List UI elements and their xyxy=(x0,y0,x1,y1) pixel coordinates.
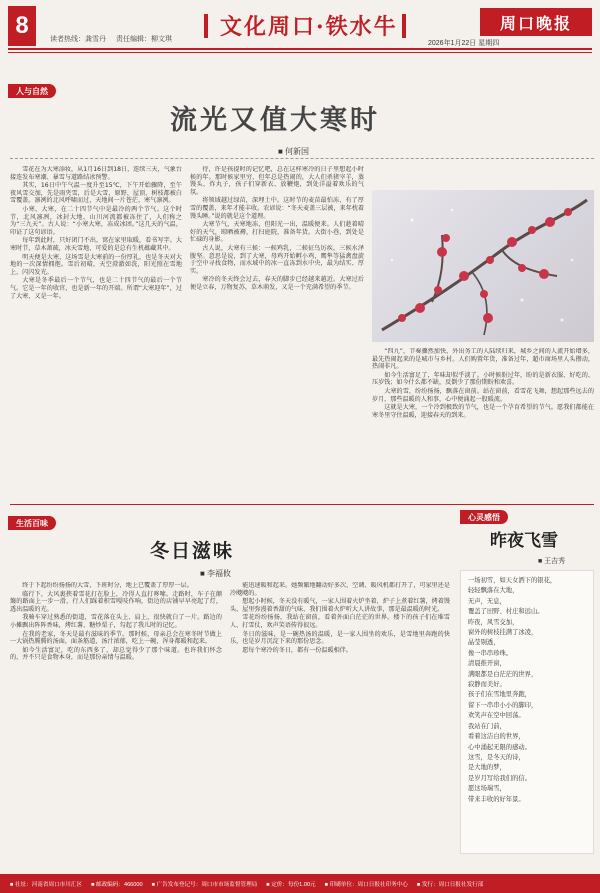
poem-line: 满眼都是白茫茫的世界， xyxy=(468,670,538,678)
paragraph: 如今生活富足了，年味却似乎淡了。小时候盼过年，盼的是新衣服、好吃的、压岁钱；如今什么都不缺，反倒少了那份期盼和欢喜。 xyxy=(372,371,594,387)
poem-line: 是岁月写给我们的信。 xyxy=(468,774,531,782)
masthead-rule-thin xyxy=(8,52,592,53)
page-number: 8 xyxy=(8,6,36,46)
paragraph: 能迅速暖和起来。她频繁地翻动好多次，空调、暖风机都打开了，可家里还是冷飕飕的。 xyxy=(230,582,450,597)
paragraph: 小寒、大寒，在二十四节气中是最冷的两个节气。这个时节，北风凛冽，冰封大地，山川河流都被冻住了，人们称之为“三九天”。古人说：“小寒大寒，冻成冰团。”这几天的气温，印证了这句谚语。 xyxy=(10,205,182,236)
poem-line: 覆盖了田野、村庄和远山。 xyxy=(468,608,544,616)
poem-section-tag: 心灵感悟 xyxy=(460,510,508,524)
article1-byline: ■ 何新国 xyxy=(278,147,310,156)
poem-line: 带来丰收的好年景。 xyxy=(468,795,525,803)
footer-postcode: ■ 邮政编码：466000 xyxy=(91,881,143,888)
paragraph: 待，许是孩提时的记忆吧，总在这样寒冷的日子里想起小时候的年。那时候家里穷，但年总是热闹的，大人们杀猪宰羊，蒸馒头、炸丸子，孩子们穿新衣、放鞭炮，到处洋溢着欢乐的气氛。 xyxy=(190,166,364,196)
poem-title: 昨夜飞雪 xyxy=(490,531,558,551)
paragraph: 寒冷的冬天终会过去，春天的脚步已经越来越近。大寒过后便是立春，万物复苏，草木萌发，又是一个充满希望的季节。 xyxy=(190,276,364,291)
poem-line: 我站在门前， xyxy=(468,722,506,730)
poem-line: 寂静而美好。 xyxy=(468,681,506,689)
plum-blossom-illustration xyxy=(372,190,594,342)
paragraph: 雪花纷纷扬扬，我站在窗前，看着外面白茫茫的世界。楼下的孩子们在堆雪人、打雪仗，欢声笑语传得很远。 xyxy=(230,614,450,629)
poem-line: 孩子们在雪地里奔跑， xyxy=(468,691,531,699)
paragraph: 在我的老家，冬天是最有滋味的季节。那时候，母亲总会在寒冬时节做上一大锅热腾腾的汤面，面条筋道，汤汁浓郁，吃上一碗，浑身都暖和起来。 xyxy=(10,630,222,646)
poem-line: 清晨推开窗， xyxy=(468,660,506,668)
article2-column-1 xyxy=(10,582,222,868)
article2-byline: ■ 李福攸 xyxy=(200,569,232,578)
section-title: 文化周口·铁水牛 xyxy=(220,14,398,40)
poem-line: 无声，无息， xyxy=(468,597,506,605)
paragraph: 每年到此时，只好闭门不出，窝在家里取暖，看书写字。大寒时节，草木萧疏，冰天雪地，可爱的是总有生机蕴藏其中。 xyxy=(10,237,182,252)
poem-line: 窗外的树枝挂满了冰凌， xyxy=(468,629,538,637)
paragraph: 冬日的滋味，是一碗热汤的温暖，是一家人围坐的欢乐，是雪地里奔跑的快乐，也是岁月沉淀下来的那份思念。 xyxy=(230,630,450,646)
editor-hotline: 读者热线：龚雪丹 xyxy=(50,36,106,43)
article2-headline: 冬日滋味 xyxy=(150,540,235,562)
section-divider xyxy=(10,504,594,505)
masthead xyxy=(8,6,592,66)
paragraph: 终于下起纷纷扬扬的大雪，下班时分，地上已覆盖了厚厚一层。 xyxy=(22,582,193,589)
poem-line: 欢笑声在空中回荡。 xyxy=(468,712,525,720)
poem-line: 留下一串串小小的脚印， xyxy=(468,701,538,709)
paragraph: 古人说，大寒有三候：一候鸡乳，二候征鸟厉疾，三候水泽腹坚。意思是说，到了大寒，母鸡开始孵小鸡，鹰隼等猛禽盘旋于空中寻找食物，而水域中的冰一直冻到水中央，最为结实、厚实。 xyxy=(190,244,364,275)
article1-column-2 xyxy=(190,166,364,496)
poem-body xyxy=(468,576,592,805)
poem-author: ■ 王吉秀 xyxy=(538,558,566,565)
poem-line: 一场初雪，如天女洒下的银花， xyxy=(468,577,557,584)
article1-column-1 xyxy=(10,166,182,496)
paragraph: 雪花在为大寒添妆，从1月16日到18日，连续三天，气象台接连发布寒潮、暴雪与道路结冰预警。 xyxy=(10,166,182,181)
footer-printer: ■ 印刷单位：周口日报社印务中心 xyxy=(324,881,408,888)
paragraph: 其实，16日中午气温一度升至15℃，下午开始骤降，至午夜风雪交加，先是雨夹雪，后是大雪，原野、屋顶、树枝都被白雪覆盖。凛冽的北风呼啸而过，天地间一片苍茫，寒气凛冽。 xyxy=(10,182,182,205)
paragraph: 我骑车穿过熟悉的街道，雪花落在头上、肩上，很快就白了一片。路边的小摊飘出阵阵香味，烤红薯、糖炒栗子，勾起了我儿时的记忆。 xyxy=(10,614,222,629)
paragraph: 大寒的雪，纷纷扬扬，飘落在窗前。站在窗前，看雪花飞舞，想起那些远去的岁月，那些温暖的人和事，心中便涌起一股暖流。 xyxy=(372,387,594,403)
paragraph: 愿每个寒冷的冬日，都有一份温暖相伴。 xyxy=(242,646,352,654)
footer-price: ■ 定价：每份1.00元 xyxy=(266,881,316,888)
footer-distribution: ■ 发行：周口日报社发行部 xyxy=(416,881,484,888)
footer-ad-license: ■ 广告发布登记号：周口市市场监督管理局 xyxy=(151,881,258,888)
article2-section-tag: 生活百味 xyxy=(8,516,56,530)
footer-address: ■ 社址：河南省周口市川汇区 xyxy=(10,881,83,888)
paragraph: 如今生活富足，吃的东西多了，却总觉得少了那个味道。也许我们怀念的，并不只是食物本身，而是那份亲情与温暖。 xyxy=(10,646,222,662)
paragraph: 临行下，大风裹挟着雪花打在脸上，冷得人直打哆嗦。走路时，车子在颠簸的路面上一步一滑，行人们踩着积雪嘎吱作响，街边的店铺早早亮起了灯，透出温暖的光。 xyxy=(10,590,222,613)
editor-line xyxy=(50,34,180,44)
title-bar-right xyxy=(402,14,406,38)
paragraph: “四九”，节奏骤然加快，外出务工的人陆续归来，城乡之间的人流开始增多，最先热闹起来的是城市与乡村。人们购置年货，准备过年，超市商场里人头攒动，热闹非凡。 xyxy=(372,348,594,371)
poem-line: 看着这洁白的世界， xyxy=(468,733,525,741)
newspaper-logo: 周口晚报 xyxy=(480,8,592,36)
poem-line: 轻轻飘落在大地， xyxy=(468,587,519,595)
article1-column-3 xyxy=(372,348,594,496)
paragraph: 这就是大寒，一个冷到极致的节气，也是一个孕育希望的节气。愿我们都能在寒冬里守住温暖，迎接春天的到来。 xyxy=(372,404,594,419)
plum-blossom-photo xyxy=(372,190,594,342)
paragraph: 明天便是大寒，这场雪是大寒前的一份厚礼，也是冬天对大地的一次深情拥抱。雪后初晴，天空澄澈如洗，阳光照在雪地上，闪闪发光。 xyxy=(10,253,182,276)
title-bar-left xyxy=(204,14,208,38)
paragraph: 大寒是冬季最后一个节气，也是二十四节气的最后一个节气。它是一年的收官，也是新一年的开端。所谓“大寒迎年”，过了大寒，又是一年。 xyxy=(10,277,182,300)
poem-line: 晶莹剔透， xyxy=(468,639,500,647)
article1-section-tag: 人与自然 xyxy=(8,84,56,98)
paragraph: 将领域越过绿苗，深埋土中。这时节的麦苗最怕冻，有了厚雪的覆盖，来年才能丰收。农谚说：“冬天麦盖三层被，来年枕着馒头睡。”说的就是这个道理。 xyxy=(190,197,364,220)
poem-line: 这雪，是冬天的诗， xyxy=(468,753,525,761)
poem-line: 是大地的梦， xyxy=(468,764,506,772)
poem-line: 像一串串珍珠。 xyxy=(468,649,513,657)
masthead-rule xyxy=(8,48,592,50)
footer-bar xyxy=(0,874,600,893)
paragraph: 想起小时候，冬天没有暖气，一家人围着火炉坐着，炉子上煮着红薯，烤着馒头，屋里弥漫着香甜的气味，我们围着火炉听大人讲故事，那是最温暖的时光。 xyxy=(230,598,450,613)
article1-headline: 流光又值大寒时 xyxy=(170,105,380,136)
issue-date: 2026年1月22日 星期四 xyxy=(428,40,500,47)
article1-divider xyxy=(10,158,594,159)
editor-name: 责任编辑：柳文琪 xyxy=(115,36,172,43)
poem-line: 昨夜，风雪交加， xyxy=(468,618,519,626)
article2-column-2 xyxy=(230,582,450,868)
paragraph: 大寒节气，天寒地冻，但阳光一出，温暖便来。人们趁着晴好的天气，晾晒被褥，打扫庭院，准备年货。大街小巷，到处是忙碌的身影。 xyxy=(190,221,364,244)
poem-line: 愿这场瑞雪， xyxy=(468,785,506,793)
poem-line: 心中涌起无限的感动。 xyxy=(468,743,531,751)
